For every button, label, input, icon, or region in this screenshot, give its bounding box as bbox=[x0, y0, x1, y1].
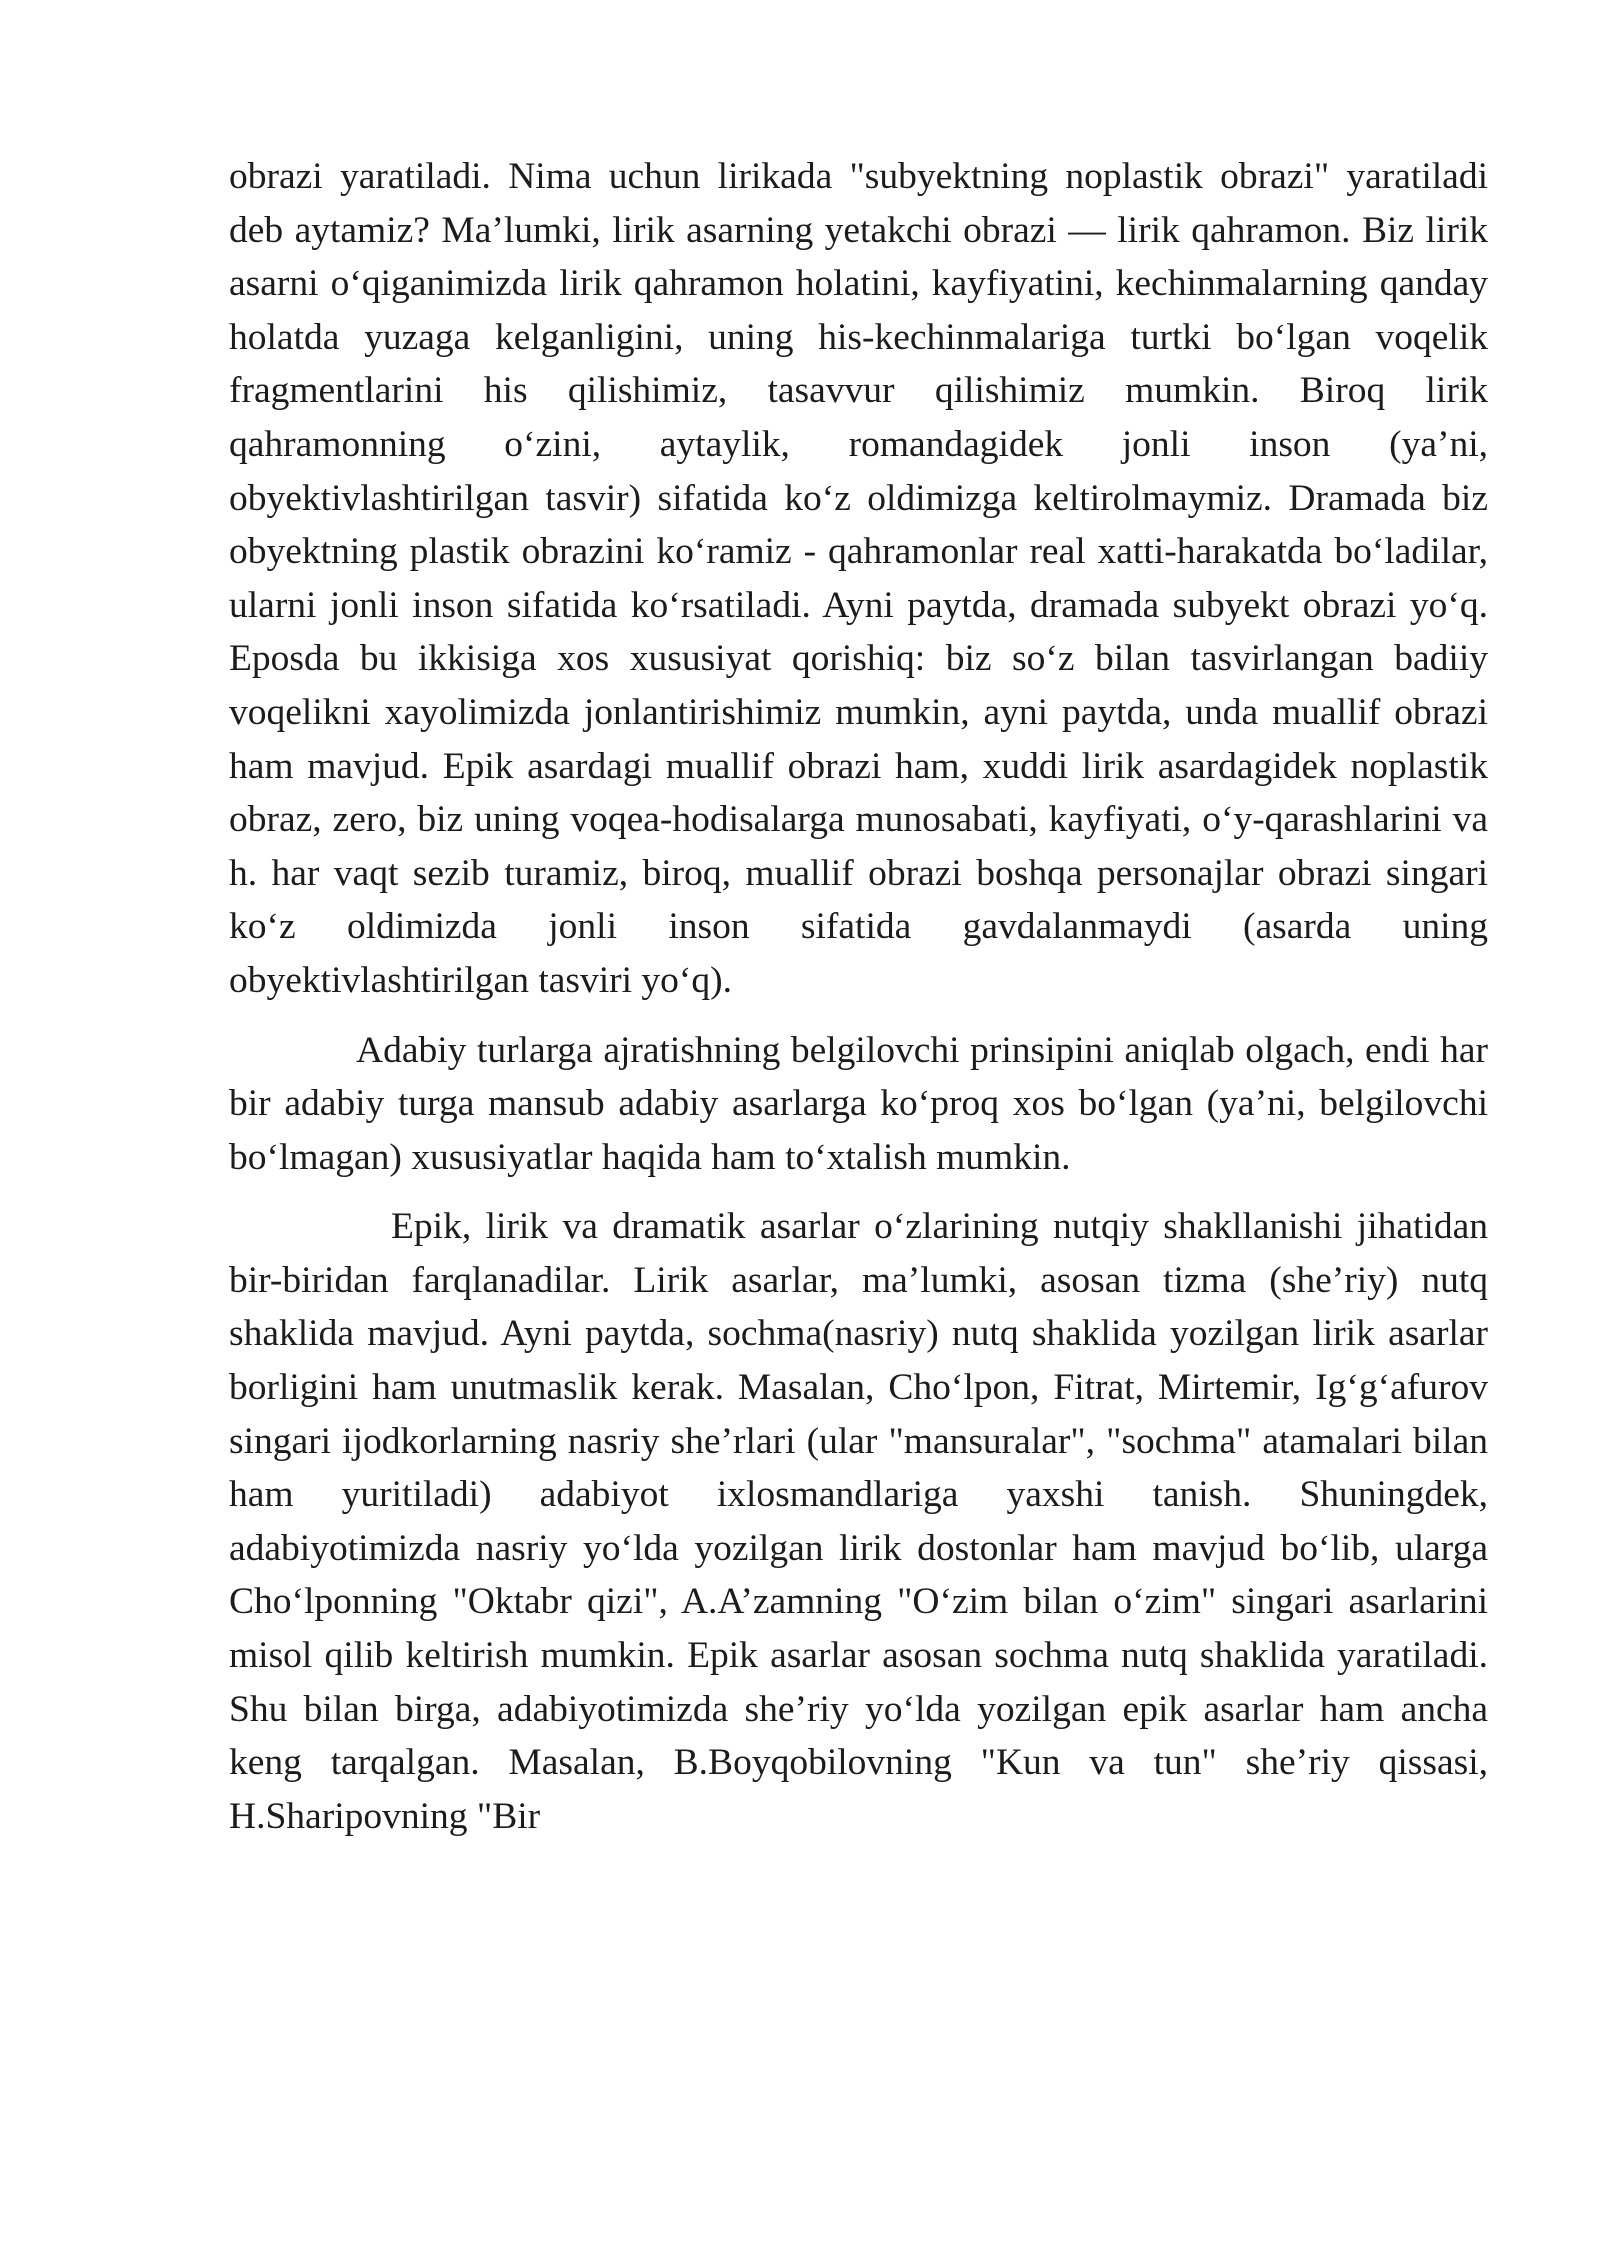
document-body bbox=[229, 150, 1488, 1843]
paragraph-speech-forms: Epik, lirik va dramatik asarlar o‘zlarining nutqiy shakllanishi jihatidan bir-biridan farqlanadilar. Lirik asarlar, ma’lumki, asosan tizma (she’riy) nutq shaklida mavjud. Ayni paytda, sochma(nasriy) nutq shaklida yozilgan lirik asarlar borligini ham unutmaslik kerak. Masalan, Cho‘lpon, Fitrat, Mirtemir, Ig‘g‘afurov singari ijodkorlarning nasriy she’rlari (ular "mansuralar", "sochma" atamalari bilan ham yuritiladi) adabiyot ixlosmandlariga yaxshi tanish. Shuningdek, adabiyotimizda nasriy yo‘lda yozilgan lirik dostonlar ham mavjud bo‘lib, ularga Cho‘lponning "Oktabr qizi", A.A’zamning "O‘zim bilan o‘zim" singari asarlarini misol qilib keltirish mumkin. Epik asarlar asosan sochma nutq shaklida yaratiladi. Shu bilan birga, adabiyotimizda she’riy yo‘lda yozilgan epik asarlar ham ancha keng tarqalgan. Masalan, B.Boyqobilovning "Kun va tun" she’riy qissasi, H.Sharipovning "Bir bbox=[229, 1206, 1488, 1837]
paragraph-literary-genres: Adabiy turlarga ajratishning belgilovchi prinsipini aniqlab olgach, endi har bir adabiy turga mansub adabiy asarlarga ko‘proq xos bo‘lgan (ya’ni, belgilovchi bo‘lmagan) xususiyatlar haqida ham to‘xtalish mumkin. bbox=[229, 1029, 1488, 1178]
paragraph-lyric-subject-image: obrazi yaratiladi. Nima uchun lirikada "subyektning noplastik obrazi" yaratiladi deb aytamiz? Ma’lumki, lirik asarning yetakchi obrazi — lirik qahramon. Biz lirik asarni o‘qiganimizda lirik qahramon holatini, kayfiyatini, kechinmalarning qanday holatda yuzaga kelganligini, uning his-kechinmalariga turtki bo‘lgan voqelik fragmentlarini his qilishimiz, tasavvur qilishimiz mumkin. Biroq lirik qahramonning o‘zini, aytaylik, romandagidek jonli inson (ya’ni, obyektivlashtirilgan tasvir) sifatida ko‘z oldimizga keltirolmaymiz. Dramada biz obyektning plastik obrazini ko‘ramiz - qahramonlar real xatti-harakatda bo‘ladilar, ularni jonli inson sifatida ko‘rsatiladi. Ayni paytda, dramada subyekt obrazi yo‘q. Eposda bu ikkisiga xos xususiyat qorishiq: biz so‘z bilan tasvirlangan badiiy voqelikni xayolimizda jonlantirishimiz mumkin, ayni paytda, unda muallif obrazi ham mavjud. Epik asardagi muallif obrazi ham, xuddi lirik asardagidek noplastik obraz, zero, biz uning voqea-hodisalarga munosabati, kayfiyati, o‘y-qarashlarini va h. har vaqt sezib turamiz, biroq, muallif obrazi boshqa personajlar obrazi singari ko‘z oldimizda jonli inson sifatida gavdalanmaydi (asarda uning obyektivlashtirilgan tasviri yo‘q). bbox=[229, 156, 1488, 1001]
